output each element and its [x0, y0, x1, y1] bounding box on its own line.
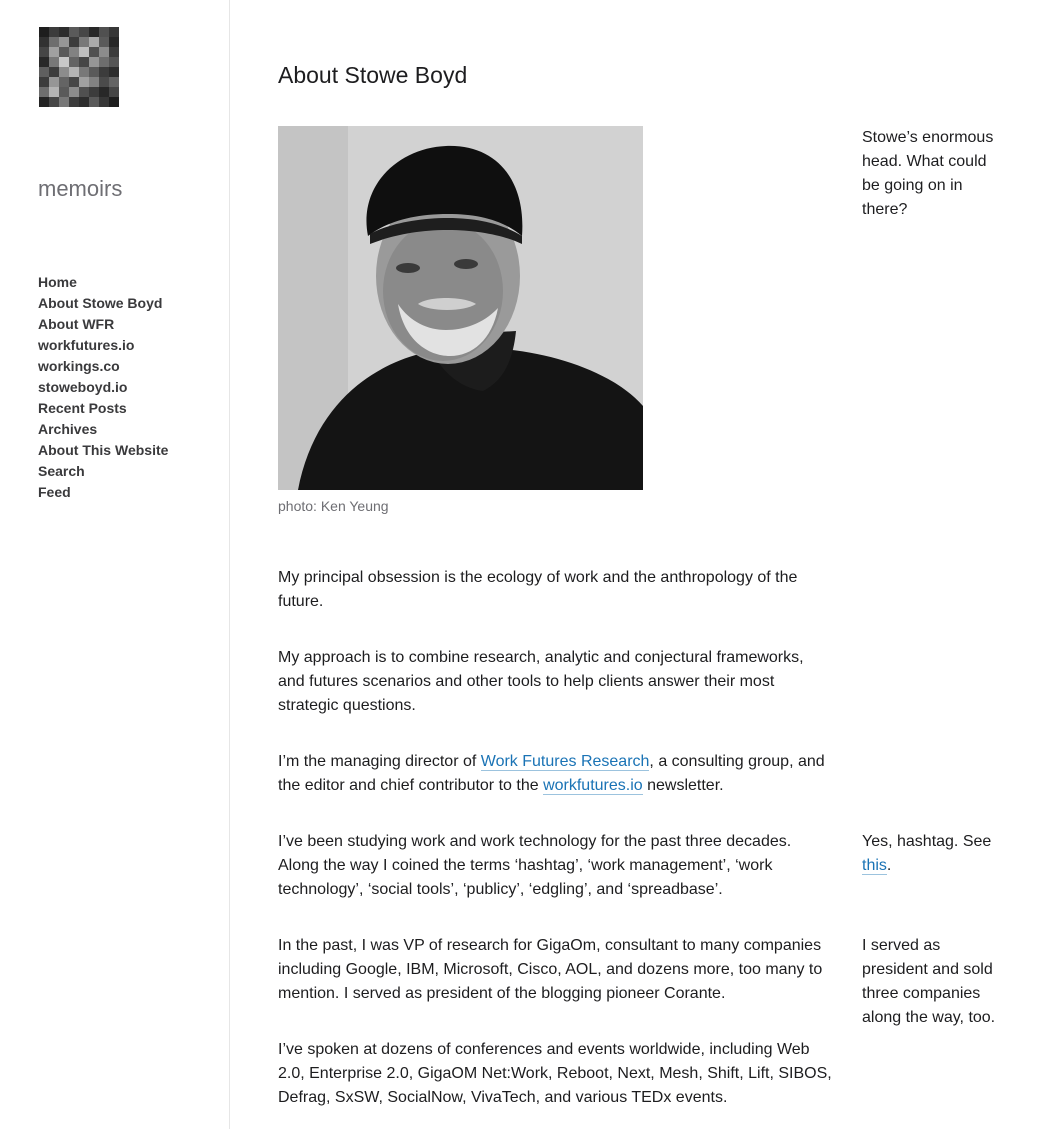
logo-pixel: [109, 77, 119, 87]
logo-pixel: [99, 77, 109, 87]
side-note-head: Stowe’s enormous head. What could be going on in there?: [862, 129, 994, 218]
logo-pixel: [69, 57, 79, 67]
logo-pixel: [69, 47, 79, 57]
logo-pixel: [49, 27, 59, 37]
hashtag-note-period: .: [886, 857, 892, 874]
photo-caption: photo: Ken Yeung: [278, 498, 389, 514]
logo-pixel: [99, 37, 109, 47]
logo-pixel: [79, 67, 89, 77]
logo-pixel: [79, 77, 89, 87]
logo-pixel: [59, 97, 69, 107]
logo-pixel: [39, 57, 49, 67]
logo-pixel: [99, 87, 109, 97]
logo-pixel: [39, 37, 49, 47]
sidebar: [0, 0, 230, 1129]
paragraph-past: In the past, I was VP of research for GigaOm, consultant to many companies including Google, IBM, Microsoft, Cisco, AOL, and dozens more, too many to mention. I served as president of the blogging pioneer Corante.: [278, 937, 823, 1002]
nav-archives[interactable]: Archives: [38, 421, 98, 437]
logo-pixel: [109, 57, 119, 67]
paragraph-managing-director: [278, 750, 833, 798]
paragraph-speaking: I’ve spoken at dozens of conferences and events worldwide, including Web 2.0, Enterprise 2.0, GigaOM Net:Work, Reboot, Next, Mesh, Shift, Lift, SIBOS, Defrag, SxSW, SocialNow, VivaTech, and various TEDx events.: [278, 1041, 832, 1106]
logo-pixel: [109, 37, 119, 47]
side-note-hashtag: [862, 830, 1002, 878]
logo-pixel: [79, 97, 89, 107]
logo-pixel: [59, 37, 69, 47]
page-title: About Stowe Boyd: [278, 62, 468, 88]
logo-pixel: [109, 97, 119, 107]
site-logo-icon[interactable]: [39, 27, 119, 107]
nav-feed[interactable]: Feed: [38, 484, 71, 500]
logo-pixel: [69, 67, 79, 77]
nav-home[interactable]: Home: [38, 274, 77, 290]
logo-pixel: [99, 97, 109, 107]
logo-pixel: [49, 37, 59, 47]
logo-pixel: [69, 97, 79, 107]
logo-pixel: [79, 37, 89, 47]
logo-pixel: [69, 87, 79, 97]
logo-pixel: [39, 47, 49, 57]
hashtag-this-link[interactable]: this: [862, 857, 887, 874]
nav-recent-posts[interactable]: Recent Posts: [38, 400, 127, 416]
logo-pixel: [89, 47, 99, 57]
logo-pixel: [69, 37, 79, 47]
portrait-photo: [278, 126, 643, 490]
logo-pixel: [59, 77, 69, 87]
logo-pixel: [109, 87, 119, 97]
logo-pixel: [59, 27, 69, 37]
logo-pixel: [99, 57, 109, 67]
nav-about-wfr[interactable]: About WFR: [38, 316, 115, 332]
logo-pixel: [109, 47, 119, 57]
nav-stoweboyd[interactable]: stoweboyd.io: [38, 379, 128, 395]
logo-pixel: [99, 27, 109, 37]
logo-pixel: [69, 27, 79, 37]
logo-pixel: [59, 67, 69, 77]
hashtag-note-text: Yes, hashtag. See: [862, 833, 992, 850]
paragraph-hashtag: I’ve been studying work and work technology for the past three decades. Along the way I coined the terms ‘hashtag’, ‘work management’, ‘work technology’, ‘social tools’, ‘publicy’, ‘edgling’, and ‘spreadbase’.: [278, 833, 792, 898]
logo-pixel: [89, 37, 99, 47]
nav-workfutures[interactable]: workfutures.io: [38, 337, 135, 353]
logo-pixel: [59, 57, 69, 67]
logo-pixel: [89, 67, 99, 77]
logo-pixel: [89, 57, 99, 67]
logo-pixel: [89, 97, 99, 107]
logo-pixel: [89, 27, 99, 37]
logo-pixel: [49, 47, 59, 57]
logo-pixel: [89, 87, 99, 97]
logo-pixel: [39, 77, 49, 87]
p3-text-middle: , a consulting group, and the editor and chief contributor to the: [278, 753, 825, 794]
nav-about-stowe-boyd[interactable]: About Stowe Boyd: [38, 295, 163, 311]
logo-pixel: [49, 97, 59, 107]
logo-pixel: [39, 97, 49, 107]
portrait-image-icon: [278, 126, 643, 490]
logo-pixel: [89, 77, 99, 87]
logo-pixel: [49, 57, 59, 67]
logo-pixel: [39, 67, 49, 77]
logo-pixel: [79, 57, 89, 67]
logo-pixel: [49, 87, 59, 97]
logo-pixel: [59, 87, 69, 97]
logo-pixel: [99, 67, 109, 77]
p3-text-before: I’m the managing director of: [278, 753, 481, 770]
logo-pixel: [39, 27, 49, 37]
logo-pixel: [79, 47, 89, 57]
logo-pixel: [79, 27, 89, 37]
nav-about-website[interactable]: About This Website: [38, 442, 169, 458]
logo-pixel: [39, 87, 49, 97]
main-nav: [38, 272, 168, 503]
site-title[interactable]: memoirs: [38, 176, 123, 201]
paragraph-obsession: My principal obsession is the ecology of work and the anthropology of the future.: [278, 569, 798, 610]
logo-pixel: [69, 77, 79, 87]
p3-text-after: newsletter.: [642, 777, 724, 794]
logo-pixel: [109, 27, 119, 37]
nav-search[interactable]: Search: [38, 463, 85, 479]
logo-pixel: [49, 67, 59, 77]
logo-pixel: [109, 67, 119, 77]
logo-pixel: [59, 47, 69, 57]
side-note-president: I served as president and sold three companies along the way, too.: [862, 937, 996, 1026]
logo-pixel: [49, 77, 59, 87]
paragraph-approach: My approach is to combine research, analytic and conjectural frameworks, and futures scenarios and other tools to help clients answer their most strategic questions.: [278, 649, 804, 714]
logo-pixel: [79, 87, 89, 97]
nav-workings[interactable]: workings.co: [38, 358, 120, 374]
workfutures-io-link[interactable]: workfutures.io: [543, 777, 643, 794]
logo-pixel: [99, 47, 109, 57]
work-futures-research-link[interactable]: Work Futures Research: [480, 753, 650, 770]
